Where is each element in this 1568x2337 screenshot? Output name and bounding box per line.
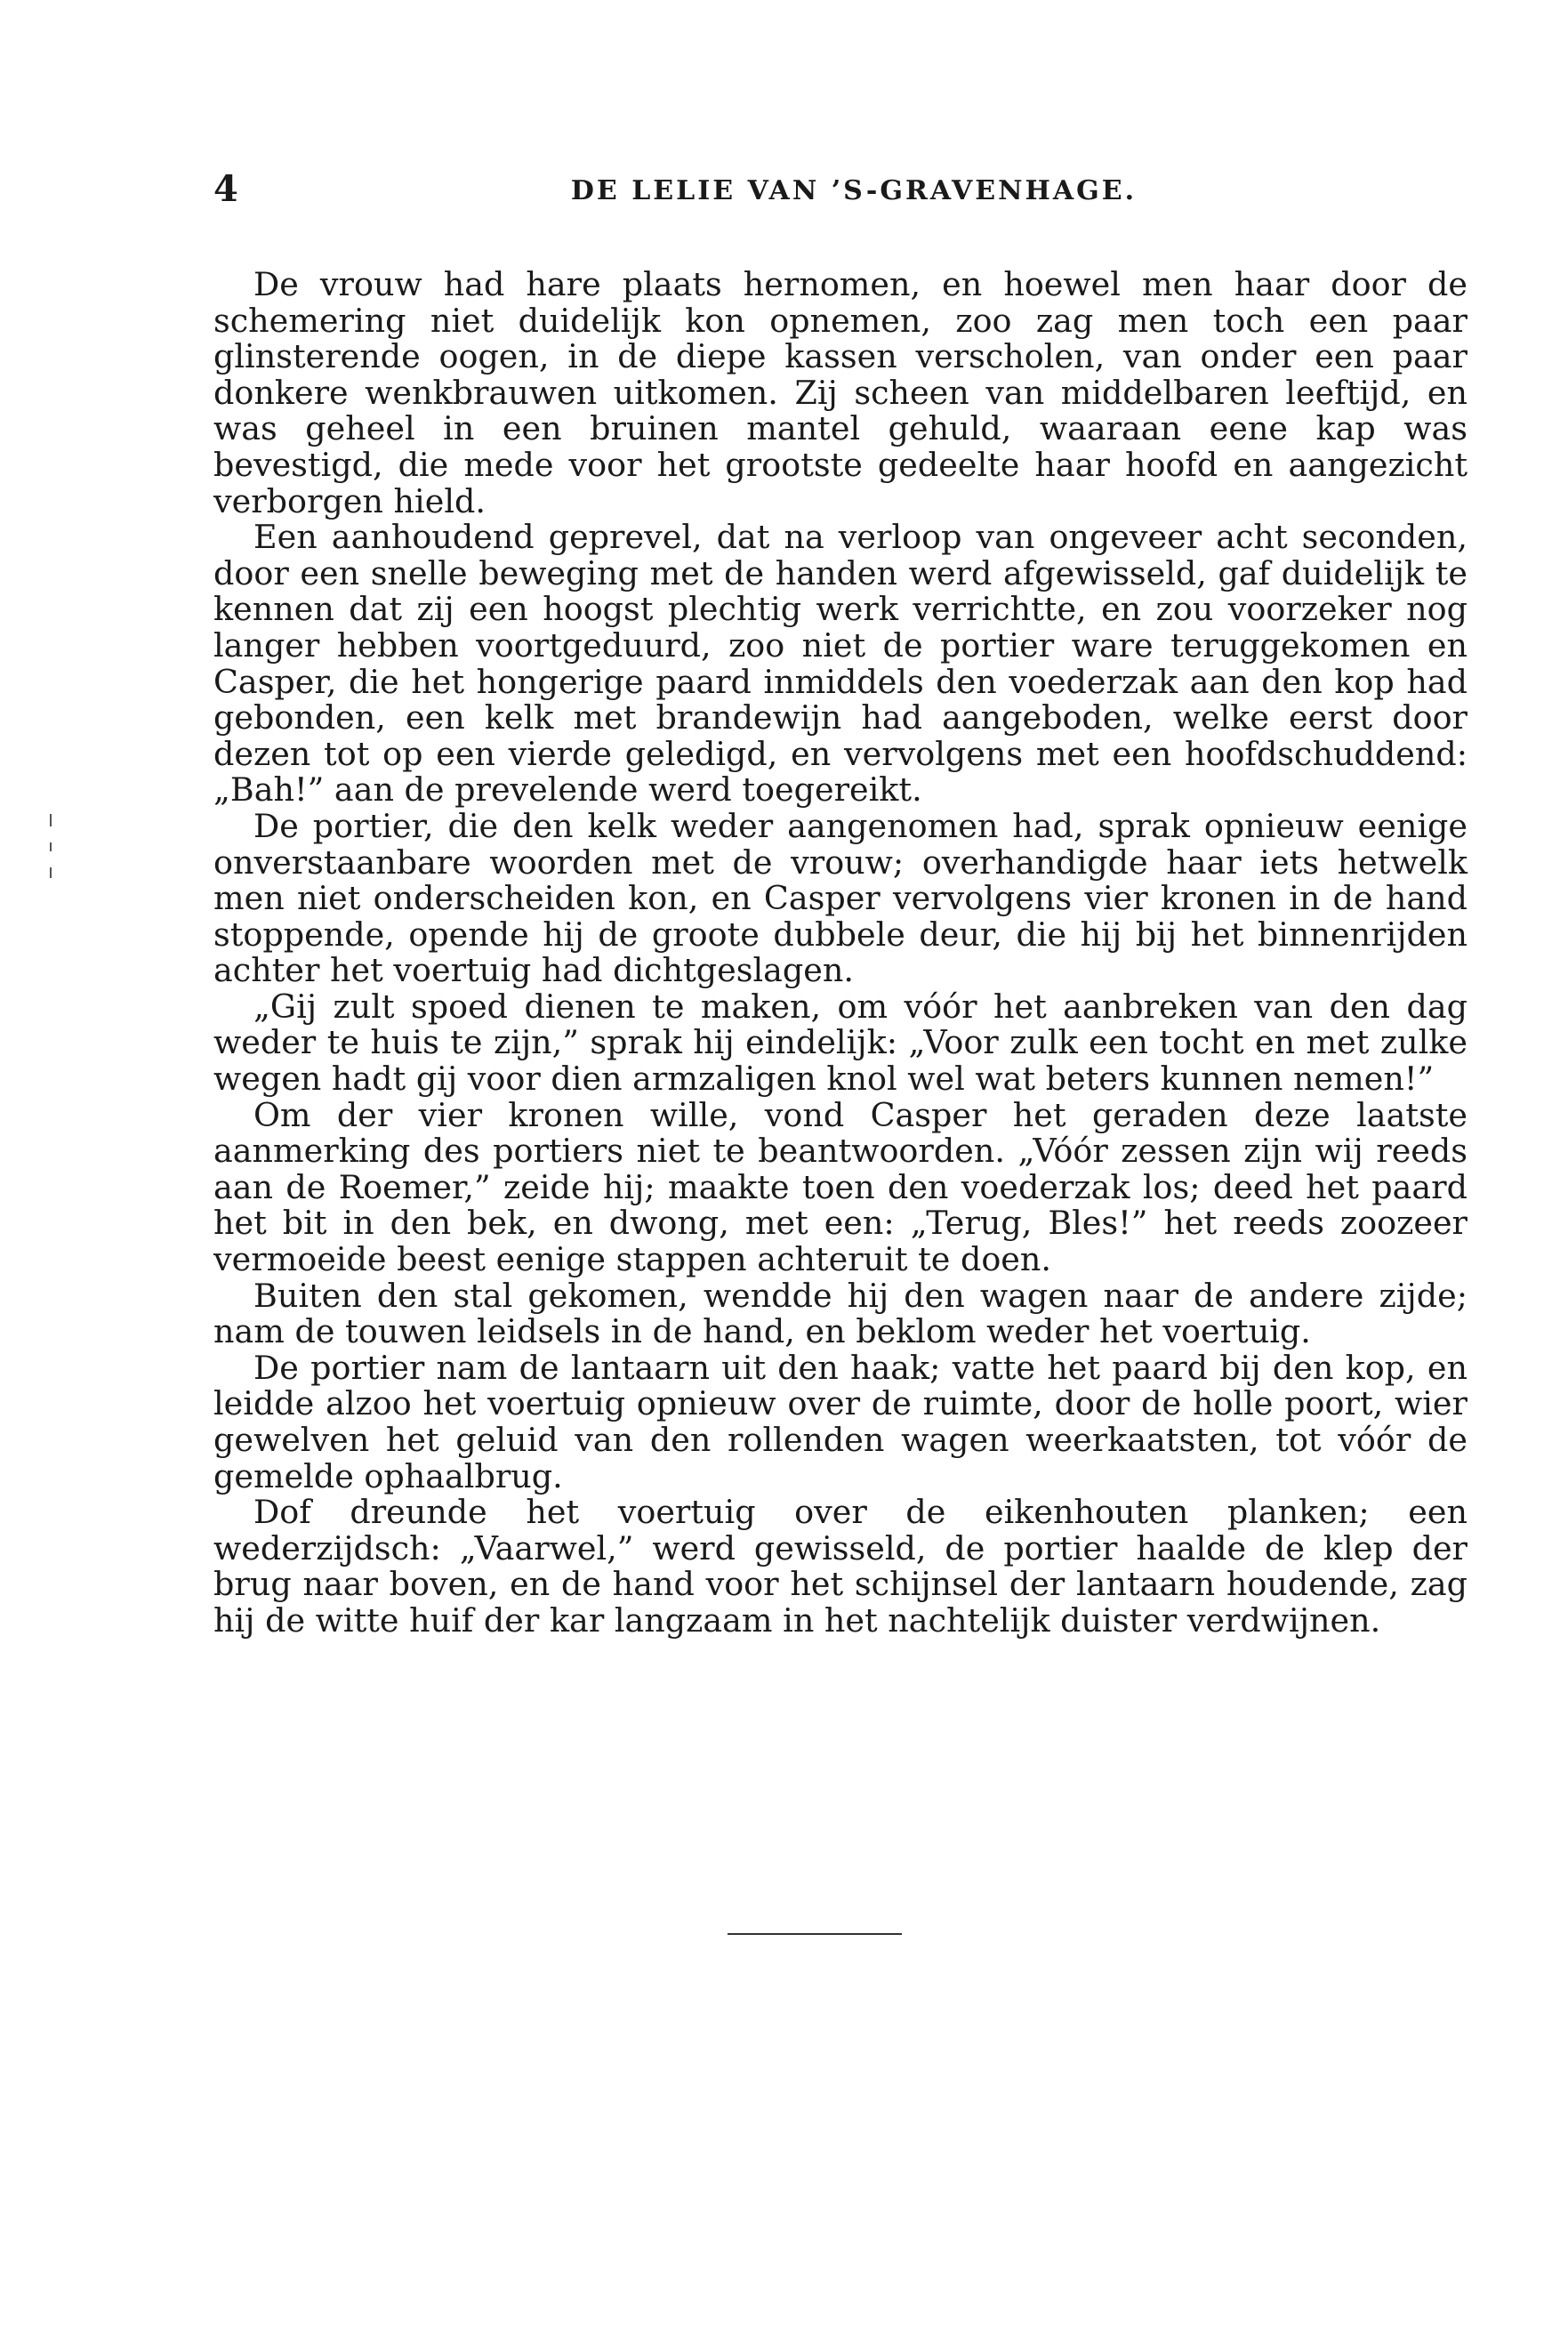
body-text (213, 267, 1467, 1640)
scan-mark (50, 814, 52, 826)
paragraph: Om der vier kronen wille, vond Casper het geraden deze laatste aanmerking des portiers niet te beantwoorden. „Vóór zessen zijn wij reeds aan de Roemer,” zeide hij; maakte toen den voederzak los; deed het paard het bit in den bek, en dwong, met een: „Terug, Bles!” het reeds zoozeer vermoeide beest eenige stappen achteruit te doen. (213, 1095, 1467, 1279)
scan-mark (50, 867, 52, 878)
paragraph: De portier nam de lantaarn uit den haak; vatte het paard bij den kop, en leidde alzoo het voertuig opnieuw over de ruimte, door de holle poort, wier gewelven het geluid van den rollenden wagen weerkaatsten, tot vóór de gemelde ophaalbrug. (213, 1348, 1467, 1495)
scan-mark (50, 842, 52, 851)
paragraph: Dof dreunde het voertuig over de eikenhouten planken; een wederzijdsch: „Vaarwel,” werd gewisseld, de portier haalde de klep der brug naar boven, en de hand voor het schijnsel der lantaarn houdende, zag hij de witte huif der kar langzaam in het nachtelijk duister verdwijnen. (213, 1493, 1467, 1640)
page-header (213, 167, 1467, 212)
paragraph: „Gij zult spoed dienen te maken, om vóór het aanbreken van den dag weder te huis te zijn,” sprak hij eindelijk: „Voor zulk een tocht en met zulke wegen hadt gij voor dien armzaligen knol wel wat beters kunnen nemen!” (213, 987, 1467, 1099)
paragraph: De portier, die den kelk weder aangenomen had, sprak opnieuw eenige onverstaanbare woorden met de vrouw; overhandigde haar iets hetwelk men niet onderscheiden kon, en Casper vervolgens vier kronen in de hand stoppende, opende hij de groote dubbele deur, die hij bij het binnenrijden achter het voertuig had dichtgeslagen. (213, 806, 1467, 990)
margin-scan-marks (50, 814, 53, 885)
paragraph: Een aanhoudend geprevel, dat na verloop van ongeveer acht seconden, door een snelle beweging met de handen werd afgewisseld, gaf duidelijk te kennen dat zij een hoogst plechtig werk verrichtte, en zou voorzeker nog langer hebben voortgeduurd, zoo niet de portier ware teruggekomen en Casper, die het hongerige paard inmiddels den voederzak aan den kop had gebonden, een kelk met brandewijn had aangeboden, welke eerst door dezen tot op een vierde geledigd, en vervolgens met een hoofdschuddend: „Bah!” aan de prevelende werd toegereikt. (213, 518, 1467, 810)
paragraph: Buiten den stal gekomen, wendde hij den wagen naar de andere zijde; nam de touwen leidsels in de hand, en beklom weder het voertuig. (213, 1276, 1467, 1351)
section-end-rule (728, 1933, 902, 1935)
paragraph: De vrouw had hare plaats hernomen, en hoewel men haar door de schemering niet duidelijk kon opnemen, zoo zag men toch een paar glinsterende oogen, in de diepe kassen verscholen, van onder een paar donkere wenkbrauwen uitkomen. Zij scheen van middelbaren leeftijd, en was geheel in een bruinen mantel gehuld, waaraan eene kap was bevestigd, die mede voor het grootste gedeelte haar hoofd en aangezicht verborgen hield. (213, 265, 1467, 520)
page-number: 4 (213, 168, 238, 210)
running-title: DE LELIE VAN ’S-GRAVENHAGE. (570, 175, 1138, 206)
